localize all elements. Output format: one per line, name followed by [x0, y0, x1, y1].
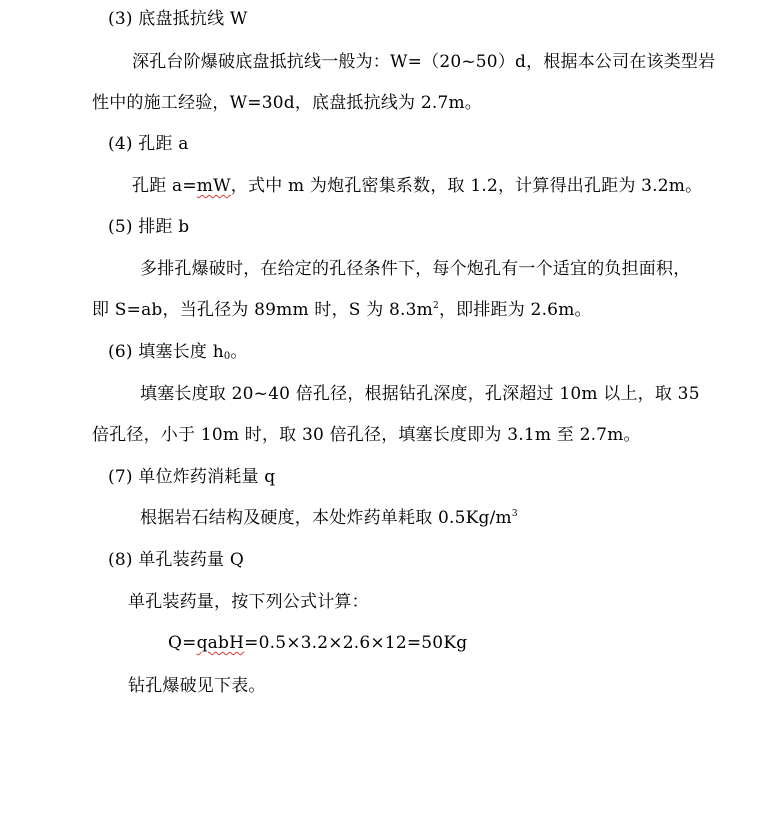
formula-text: =0.5×3.2×2.6×12=50Kg — [244, 633, 468, 653]
paragraph-text: 多排孔爆破时，在给定的孔径条件下，每个炮孔有一个适宜的负担面积， — [140, 259, 691, 279]
paragraph-text: 单孔装药量，按下列公式计算： — [128, 592, 369, 612]
paragraph-text: ，即排距为 2.6m。 — [438, 300, 592, 320]
paragraph-explosive-consumption — [140, 507, 518, 529]
paragraph-text: 填塞长度取 20~40 倍孔径，根据钻孔深度，孔深超过 10m 以上，取 35 — [140, 384, 700, 404]
heading-resistance-line — [108, 8, 248, 30]
paragraph-text: 即 S=ab，当孔径为 89mm 时，S 为 8.3m — [92, 300, 434, 320]
paragraph-text: 性中的施工经验，W=30d，底盘抵抗线为 2.7m。 — [92, 93, 482, 113]
formula-text: Q= — [168, 633, 197, 653]
paragraph-text: 深孔台阶爆破底盘抵抗线一般为：W=（20~50）d，根据本公司在该类型岩 — [132, 52, 716, 72]
paragraph-resistance-line-2 — [92, 92, 482, 114]
paragraph-resistance-line-1 — [132, 51, 715, 73]
paragraph-text: 根据岩石结构及硬度，本处炸药单耗取 0.5Kg/m — [140, 508, 512, 528]
paragraph-charge-intro — [128, 591, 369, 613]
paragraph-stemming-2 — [92, 424, 641, 446]
heading-charge-per-hole — [108, 549, 244, 571]
heading-stemming-length — [108, 341, 248, 363]
heading-row-spacing — [108, 216, 189, 238]
heading-hole-spacing — [108, 133, 189, 155]
paragraph-stemming-1 — [140, 383, 700, 405]
spellcheck-underlined-term: mW — [196, 176, 231, 196]
heading-text: (7) 单位炸药消耗量 q — [108, 467, 276, 487]
paragraph-see-table — [128, 675, 266, 697]
heading-explosive-consumption — [108, 466, 275, 488]
heading-text: (3) 底盘抵抗线 W — [108, 9, 248, 29]
paragraph-hole-spacing — [132, 175, 702, 197]
superscript: 2 — [433, 301, 439, 311]
paragraph-row-spacing-2 — [92, 299, 592, 321]
formula-charge — [168, 632, 467, 654]
paragraph-text: ，式中 m 为炮孔密集系数，取 1.2，计算得出孔距为 3.2m。 — [230, 176, 703, 196]
heading-text: (8) 单孔装药量 Q — [108, 550, 245, 570]
subscript: 0 — [223, 351, 231, 362]
paragraph-row-spacing-1 — [140, 258, 690, 280]
heading-text: 。 — [230, 342, 248, 362]
paragraph-text: 倍孔径，小于 10m 时，取 30 倍孔径，填塞长度即为 3.1m 至 2.7m。 — [92, 425, 641, 445]
heading-text: (4) 孔距 a — [108, 134, 189, 154]
heading-text: (6) 填塞长度 h — [108, 342, 224, 362]
heading-text: (5) 排距 b — [108, 217, 190, 237]
paragraph-text: 孔距 a= — [132, 176, 197, 196]
spellcheck-underlined-term: qabH — [196, 633, 245, 653]
superscript: 3 — [511, 509, 518, 519]
paragraph-text: 钻孔爆破见下表。 — [128, 676, 266, 696]
